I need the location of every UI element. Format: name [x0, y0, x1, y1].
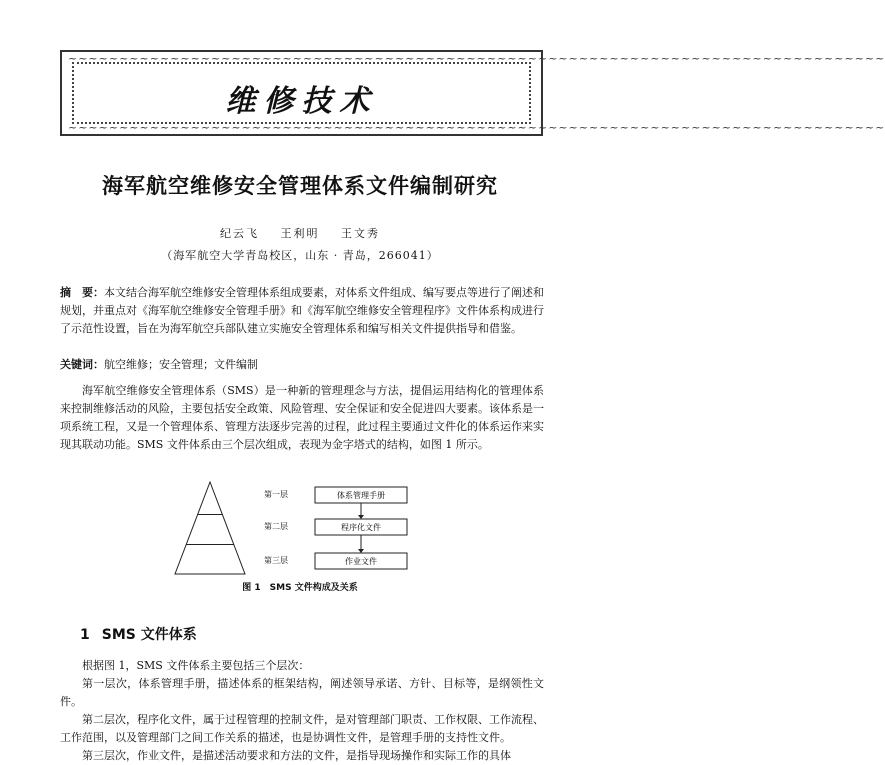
author-name: 王文秀 — [341, 227, 380, 240]
section-number: 1 — [80, 627, 90, 643]
pyramid-outline — [175, 482, 245, 574]
keywords-text: 航空维修；安全管理；文件编制 — [104, 358, 258, 371]
intro-paragraph: 海军航空维修安全管理体系（SMS）是一种新的管理理念与方法，提倡运用结构化的管理体系来控制维修活动的风险，主要包括安全政策、风险管理、安全保证和安全促进四大要素。该体系是一项系统工程，又是一个管理体系、管理方法逐步完善的过程，此过程主要通过文件化的体系运作来实现其联动功能。SMS 文件体系由三个层次组成，表现为金字塔式的结构，如图 1 所示。 — [60, 384, 544, 451]
body-paragraph: 根据图 1，SMS 文件体系主要包括三个层次： — [82, 659, 310, 672]
level-box-label: 体系管理手册 — [337, 491, 385, 500]
level-label: 第三层 — [264, 556, 288, 565]
body-paragraph: 第一层次，体系管理手册，描述体系的框架结构，阐述领导承诺、方针、目标等，是纲领性文件。 — [60, 677, 544, 708]
level-label: 第一层 — [264, 490, 288, 499]
author-list — [0, 225, 600, 241]
arrow-head — [358, 549, 364, 553]
abstract — [60, 284, 544, 338]
level-box-label: 程序化文件 — [341, 523, 381, 532]
author-name: 王利明 — [280, 227, 320, 240]
body-paragraph: 第三层次，作业文件，是描述活动要求和方法的文件，是指导现场操作和实际工作的具体 — [82, 749, 511, 762]
author-affiliation: （海军航空大学青岛校区，山东 · 青岛，266041） — [161, 249, 439, 262]
section-body — [60, 657, 544, 765]
level-label: 第二层 — [264, 522, 288, 531]
paper-title: 海军航空维修安全管理体系文件编制研究 — [102, 174, 498, 198]
banner-title: 维修技术 — [225, 84, 378, 119]
section-banner — [60, 50, 885, 136]
banner-top-border: ~~~~~~~~~~~~~~~~~~~~~~~~~~~~~~~~~~~~~~~~~~~~~~~~~~~~~~~~~~~~~~~~~~~~~~~~~~~~~~~~ — [68, 52, 885, 65]
sms-structure-figure — [170, 478, 430, 578]
section-title: SMS 文件体系 — [101, 627, 197, 643]
author-name: 纪云飞 — [220, 227, 259, 240]
section-heading — [80, 624, 197, 644]
abstract-label: 摘 要： — [60, 286, 104, 299]
body-paragraph: 第二层次，程序化文件，属于过程管理的控制文件，是对管理部门职责、工作权限、工作流程、工作范围，以及管理部门之间工作关系的描述，也是协调性文件，是管理手册的支持性文件。 — [60, 713, 544, 744]
level-box-label: 作业文件 — [345, 557, 377, 566]
figure-caption: 图 1 SMS 文件构成及关系 — [242, 583, 358, 593]
pyramid-diagram — [175, 482, 245, 574]
abstract-text: 本文结合海军航空维修安全管理体系组成要素，对体系文件组成、编写要点等进行了阐述和规划，并重点对《海军航空维修安全管理手册》和《海军航空维修安全管理程序》文件体系构成进行了示范性设置，旨在为海军航空兵部队建立实施安全管理体系和编写相关文件提供指导和借鉴。 — [60, 286, 544, 335]
keywords-label: 关键词： — [60, 358, 104, 371]
banner-bottom-border: ~~~~~~~~~~~~~~~~~~~~~~~~~~~~~~~~~~~~~~~~~~~~~~~~~~~~~~~~~~~~~~~~~~~~~~~~~~~~~~~~ — [68, 121, 885, 134]
keywords — [60, 356, 544, 374]
arrow-head — [358, 515, 364, 519]
